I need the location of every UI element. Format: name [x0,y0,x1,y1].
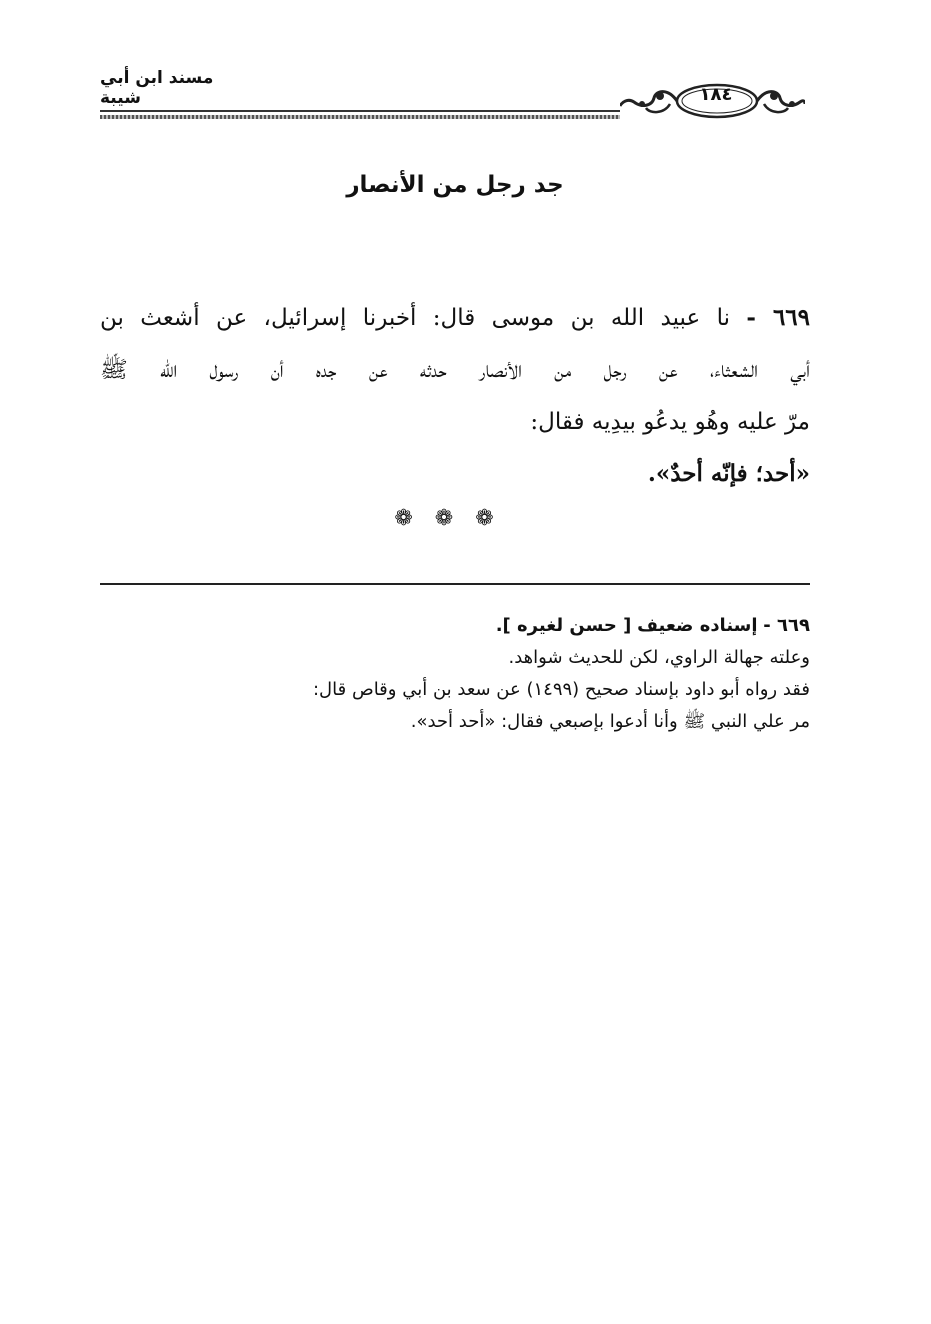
footnote-line-3: فقد رواه أبو داود بإسناد صحيح (١٤٩٩) عن سعد بن أبي وقاص قال: [312,679,810,700]
hadith-line-2: أبي الشعثاء، عن رجل من الأنصار حدثه عن جده أن رسول الله ﷺ [100,357,810,383]
footnote-number: ٦٦٩ - [763,615,810,636]
footnote-line-4: مر علي النبي ﷺ وأنا أدعوا بإصبعي فقال: «أحد أحد». [410,711,810,732]
header-rule-thick [100,110,620,112]
footnote-line-1 [100,610,810,642]
section-title: جد رجل من الأنصار [346,172,564,198]
hadith-line-1 [100,292,810,344]
hadith-quote: «أحد؛ فإنّه أحدٌ». [647,460,810,487]
footnotes [100,610,810,738]
header-rule [100,104,620,118]
header-rule-hatched [100,115,620,119]
footnote-grade: إسناده ضعيف [637,615,758,636]
running-header-title: مسند ابن أبي شيبة [100,68,214,108]
hadith-number: ٦٦٩ - [746,304,810,331]
footnote-grade-bracket: [ حسن لغيره ]. [495,615,632,636]
page-number: ١٨٤ [699,84,733,105]
hadith-line-3: مرّ عليه وهُو يدعُو بيدِيه فقال: [530,409,810,435]
hadith-line-1-text: نا عبيد الله بن موسى قال: أخبرنا إسرائيل، عن أشعث بن [100,305,730,331]
footnote-line-2: وعلته جهالة الراوي، لكن للحديث شواهد. [508,647,810,668]
footnote-rule [100,583,810,585]
hadith-text [100,292,810,500]
section-separator-stars: ❁❁❁ [394,506,516,531]
